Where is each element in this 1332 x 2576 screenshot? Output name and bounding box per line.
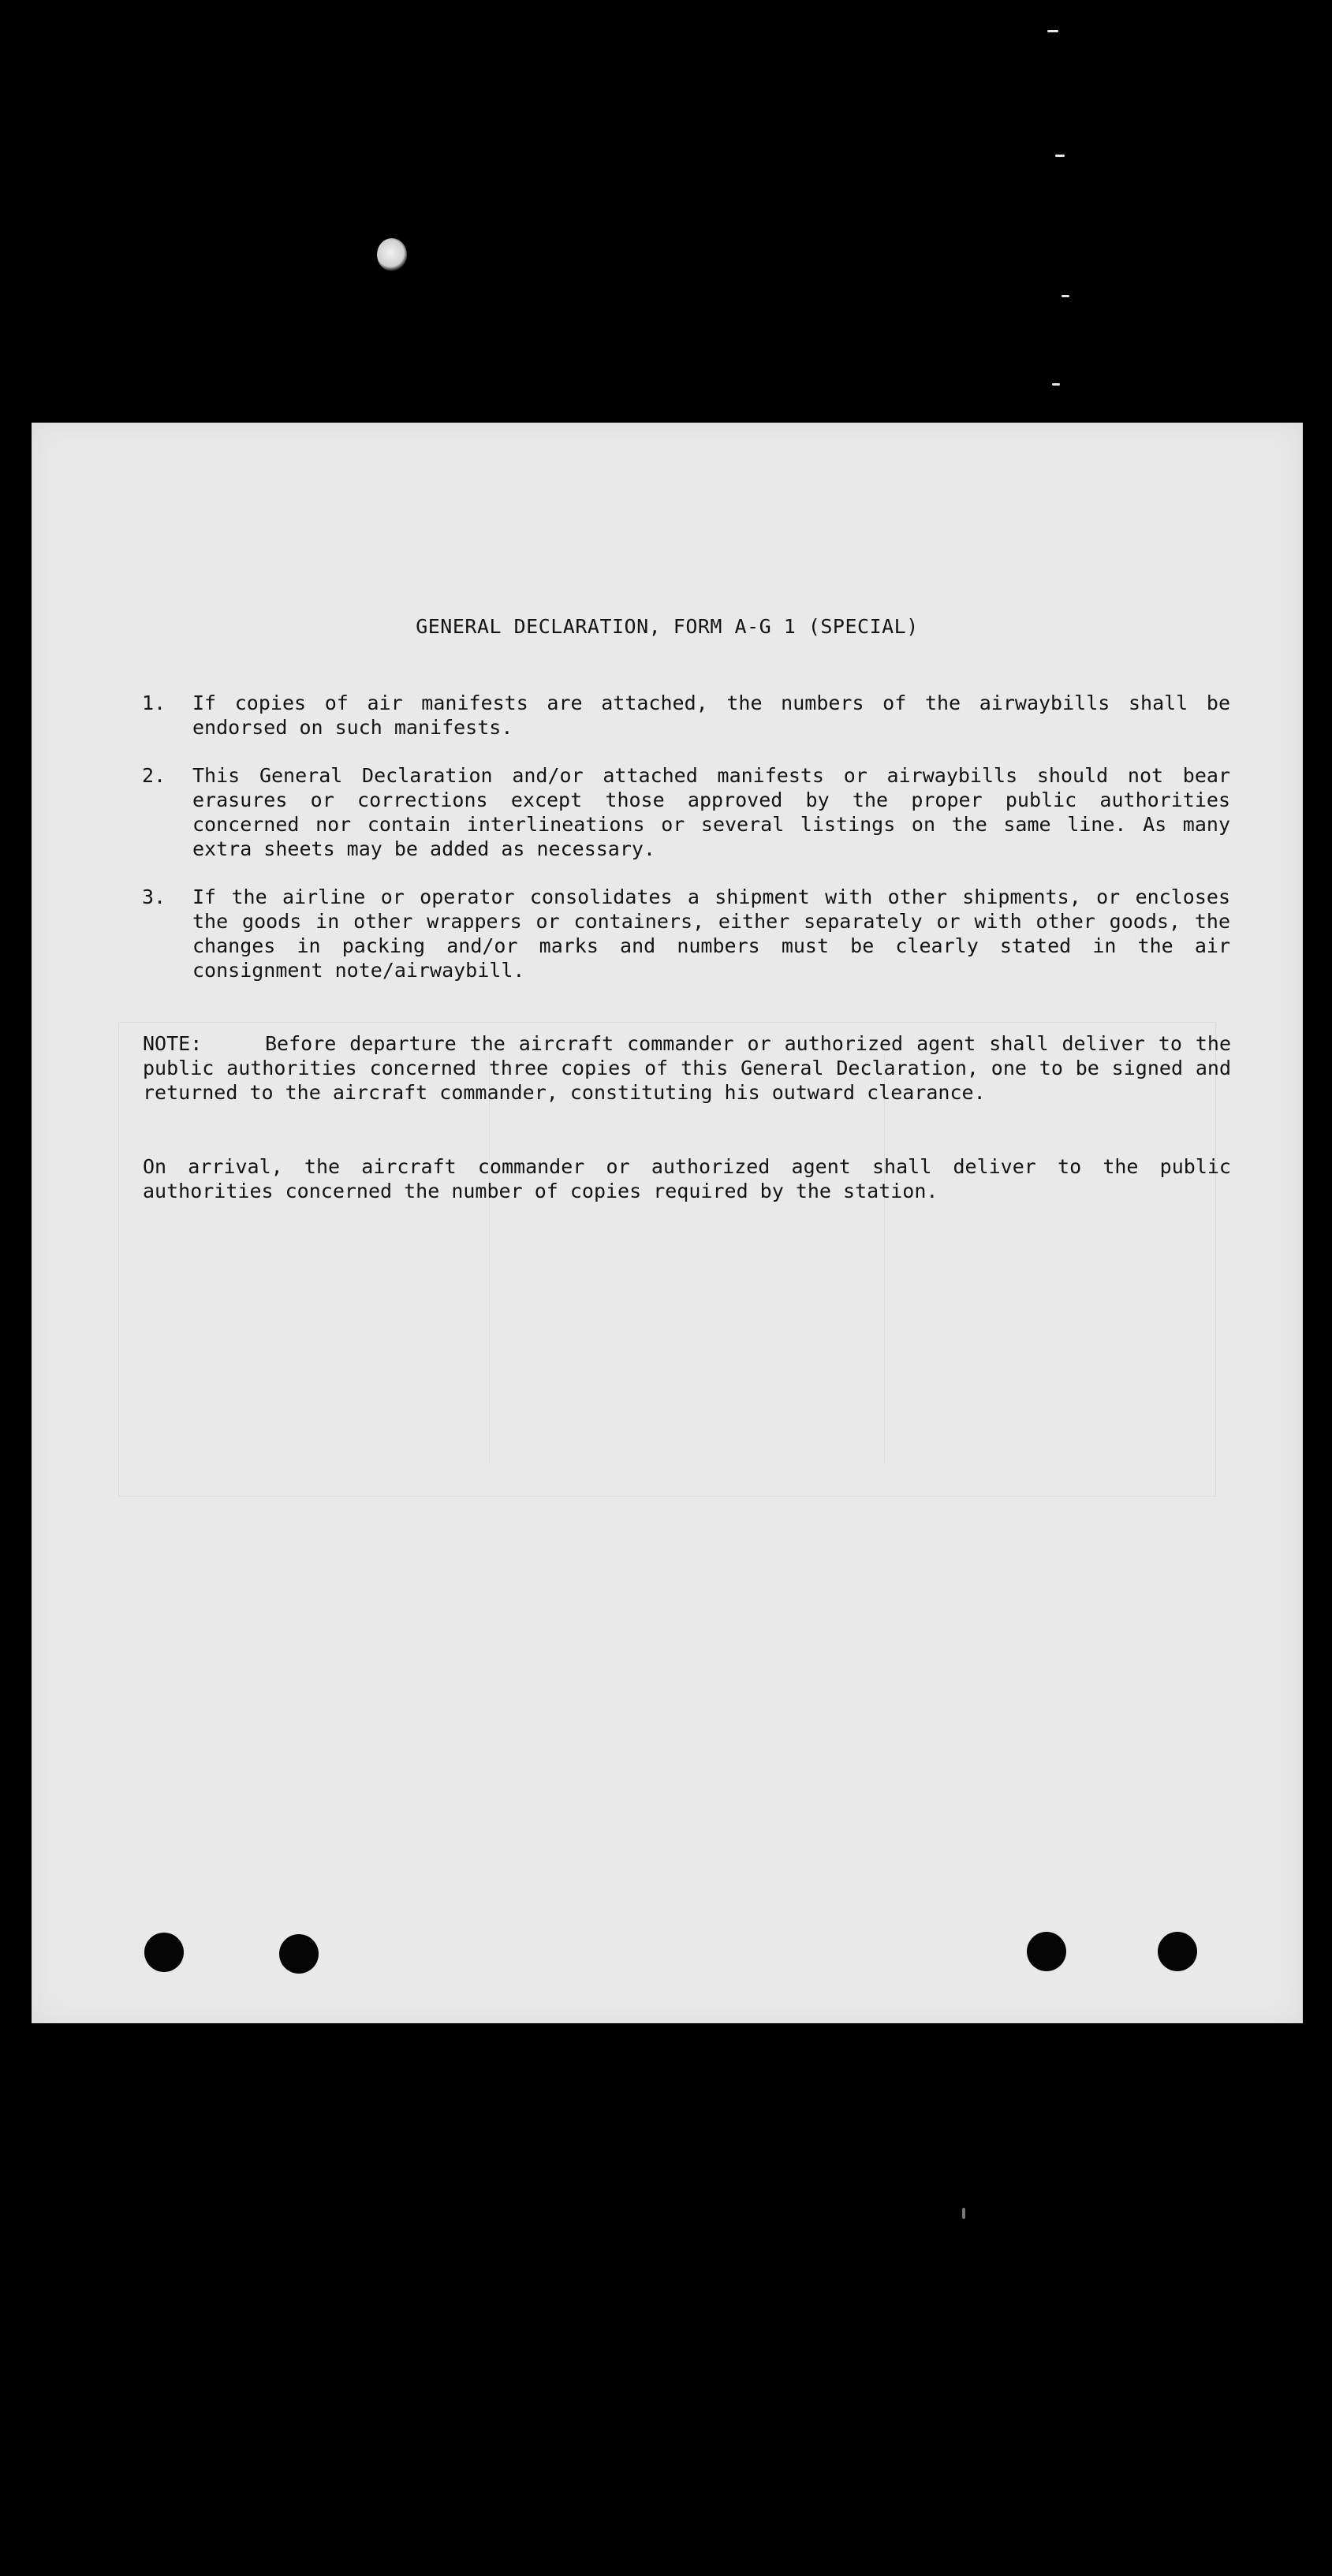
- bleed-through-form-column: [489, 1053, 885, 1463]
- film-speck: [1052, 383, 1060, 386]
- instruction-number: 2.: [142, 764, 166, 787]
- arrival-paragraph: On arrival, the aircraft commander or authorized agent shall deliver to the public authorities concerned the number of copies required by the station.: [143, 1155, 1231, 1202]
- film-speck: [962, 2208, 965, 2219]
- punch-hole: [279, 1934, 319, 1974]
- instruction-number: 3.: [142, 885, 166, 908]
- note-paragraph: [143, 1031, 1231, 1105]
- film-speck: [1047, 30, 1058, 32]
- instruction-number: 1.: [142, 692, 166, 714]
- film-smudge: [377, 238, 407, 271]
- instruction-item-2: [142, 763, 1230, 861]
- punch-hole: [144, 1933, 184, 1972]
- film-speck: [1061, 295, 1069, 297]
- punch-hole: [1158, 1932, 1197, 1971]
- film-speck: [1055, 155, 1065, 157]
- instruction-item-1: [142, 691, 1230, 740]
- document-title: GENERAL DECLARATION, FORM A-G 1 (SPECIAL): [416, 615, 919, 638]
- instruction-item-3: [142, 885, 1230, 982]
- punch-hole: [1027, 1932, 1066, 1971]
- instruction-text: If copies of air manifests are attached, the numbers of the airwaybills shall be endorsed on such manifests.: [192, 692, 1230, 739]
- note-text: Before departure the aircraft commander or authorized agent shall deliver to the public authorities concerned three copies of this General Declaration, one to be signed and returned to the aircraft commander, constituting his outward clearance.: [143, 1032, 1231, 1104]
- note-label: NOTE:: [143, 1032, 203, 1055]
- instruction-text: If the airline or operator consolidates a shipment with other shipments, or encloses the goods in other wrappers or containers, either separately or with other goods, the changes in packing and/or marks and numbers must be clearly stated in the air consignment note/airwaybill.: [192, 885, 1230, 982]
- instruction-text: This General Declaration and/or attached manifests or airwaybills should not bear erasures or corrections except those approved by the proper public authorities concerned nor contain interlineations or several listings on the same line. As many extra sheets may be added as necessary.: [192, 764, 1230, 860]
- document-page: [32, 423, 1303, 2023]
